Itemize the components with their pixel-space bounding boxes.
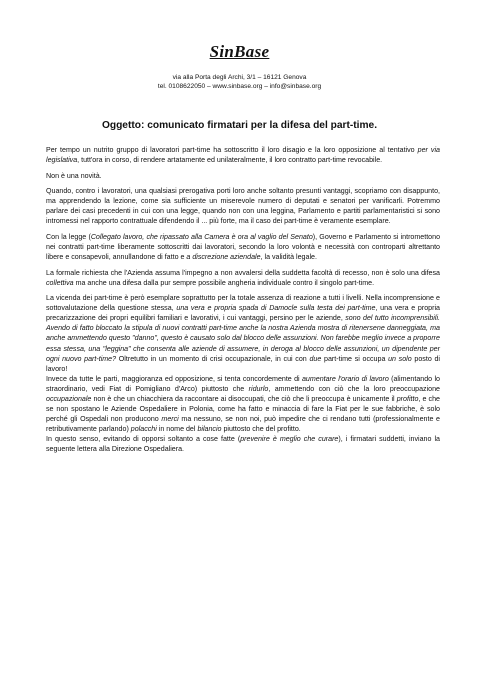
paragraph: La vicenda dei part-time è però esemplare soprattutto per la totale assenza di reazione a tutti i livelli. Nella incomprensione e sottovalutazione della questione stessa, una vera e propria spada di Damocle sulla testa dei part-time, una vera e propria precarizzazione dei propri equilibri familiari e lavorativi, i cui vantaggi, persino per le aziende, sono del tutto incomprensibili. Avendo di fatto bloccato la stipula di nuovi contratti part-time anche la nostra Azienda mostra di ritenersene danneggiata, ma anche ammettendo questo "danno", questo è causato solo dal blocco delle assunzioni. Non farebbe meglio invece a proporre essa stessa, una "leggina" che consenta alle aziende di assumere, in deroga al blocco delle assunzioni, un dipendente per ogni nuovo part-time? Oltretutto in un momento di crisi occupazionale, in cui con due part-time si occupa un solo posto di lavoro! — [46, 294, 440, 373]
contacts-line: tel. 0108622050 – www.sinbase.org – info@sinbase.org — [157, 83, 322, 90]
brand-logo: SinBase — [209, 42, 270, 61]
paragraph: Quando, contro i lavoratori, una qualsiasi prerogativa porti loro anche soltanto presunti vantaggi, scopriamo con disappunto, ma apprendendo la lezione, come sia sufficiente un miserevole numero di deputati e senatori per vanificarli. Potremmo parlare dei casi precedenti in cui con una legge, quando non con una leggina, Parlamento e partiti parlamentaristici si sono intromessi nel rapporto contrattuale difendendo il ... più forte, ma il caso dei part-time è veramente esemplare. — [46, 187, 440, 226]
paragraph: Con la legge (Collegato lavoro, che ripassato alla Camera è ora al vaglio del Senato), Governo e Parlamento si intromettono nei contratti part-time liberamente sottoscritti dai lavoratori, secondo la loro volontà e necessità con controparti altrettanto libere e consapevoli, annullandone di fatto e a discrezione aziendale, la validità legale. — [46, 232, 441, 262]
paragraph: Non è una novità. — [46, 171, 102, 180]
paragraph: Per tempo un nutrito gruppo di lavoratori part-time ha sottoscritto il loro disagio e la loro opposizione al tentativo per via legislativa, tutt'ora in corso, di rendere artatamente ed unilateralmente, il loro contratto part-time revocabile. — [46, 146, 440, 165]
paragraph: La formale richiesta che l'Azienda assuma l'impegno a non avvalersi della suddetta facoltà di recesso, non è solo una difesa collettiva ma anche una difesa dalla pur sempre possibile angheria individuale contro il singolo part-time. — [46, 268, 440, 287]
paragraph: Invece da tutte le parti, maggioranza ed opposizione, si tenta concordemente di aumentare l'orario di lavoro (alimentando lo straordinario, vedi Fiat di Pomigliano d'Arco) piuttosto che ridurlo, ammettendo con ciò che la loro preoccupazione occupazionale non è che un chiacchiera da raccontare ai disoccupati, che ciò che li preoccupa è unicamente il profitto, e che se non spostano le Aziende Ospedaliere in Polonia, come ha fatto e minaccia di fare la Fiat per le sue fabbriche, è solo perché gli Ospedali non producono merci ma nessuno, se non noi, può impedire che ci rendano tutti (professionalmente e retributivamente parlando) polacchi in nome del bilancio piuttosto che del profitto. — [46, 374, 441, 434]
subject-heading: Oggetto: comunicato firmatari per la difesa del part-time. — [101, 120, 378, 131]
paragraph: In questo senso, evitando di opporsi soltanto a cose fatte (prevenire è meglio che curare), i firmatari suddetti, inviano la seguente lettera alla Direzione Ospedaliera. — [46, 435, 441, 454]
letter-body — [46, 145, 440, 455]
address-line: via alla Porta degli Archi, 3/1 – 16121 Genova — [172, 74, 307, 81]
